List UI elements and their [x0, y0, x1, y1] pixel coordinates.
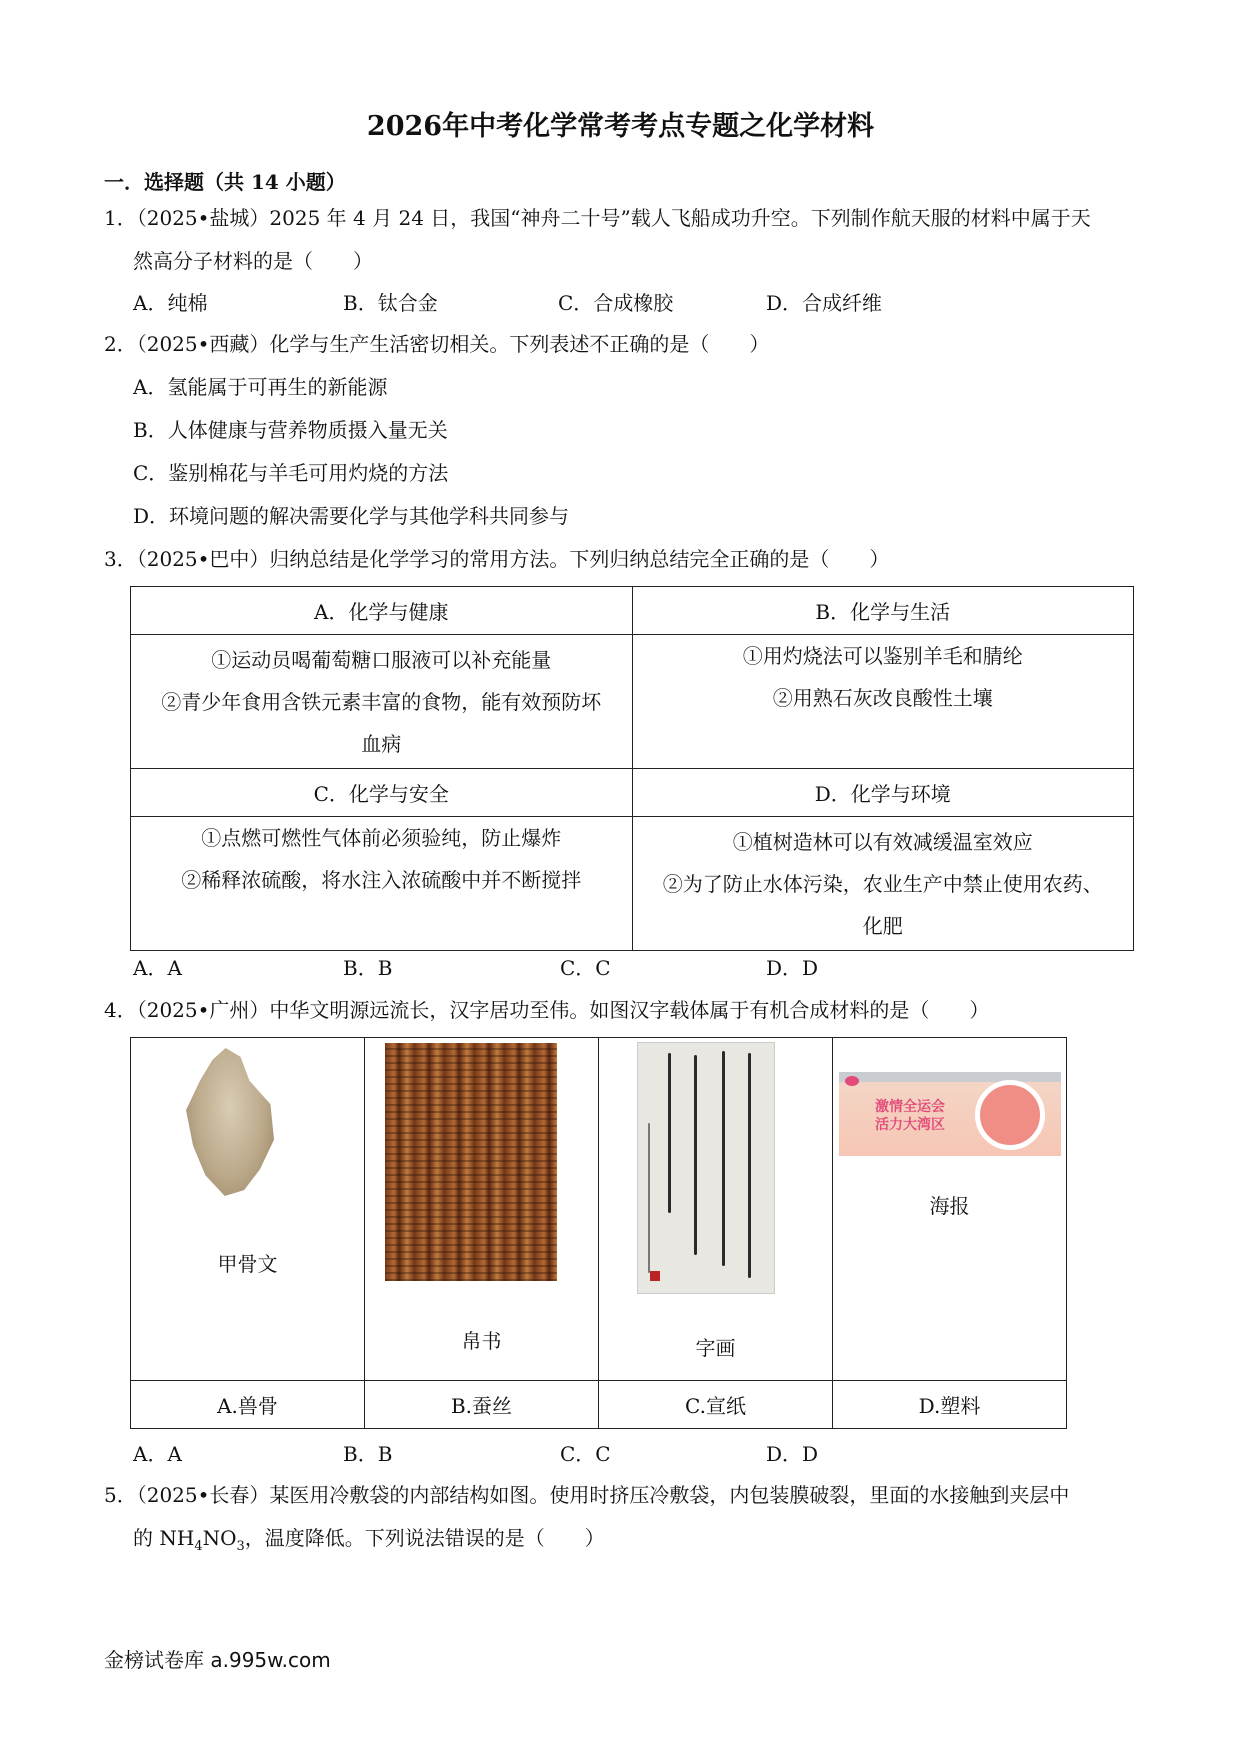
q3-table: [130, 586, 1134, 951]
q4-label-c: C.宣纸: [599, 1381, 833, 1429]
q3-option-d[interactable]: D．D: [766, 956, 819, 980]
footer-source: 金榜试卷库 a.995w.com: [104, 1648, 331, 1672]
poster-image: [839, 1072, 1061, 1156]
q4-option-b[interactable]: B．B: [343, 1442, 393, 1466]
q4-table: [130, 1037, 1067, 1429]
q3-cell-c-head: C．化学与安全: [131, 769, 633, 817]
caption-silk: 帛书: [461, 1329, 502, 1353]
q4-label-b: B.蚕丝: [365, 1381, 599, 1429]
q3-cell-b-body: ①用灼烧法可以鉴别羊毛和腈纶 ②用熟石灰改良酸性土壤: [632, 635, 1134, 769]
q4-options: [133, 1438, 1033, 1466]
q2-option-b[interactable]: B．人体健康与营养物质摄入量无关: [133, 418, 448, 442]
q3-cell-a-body: ①运动员喝葡萄糖口服液可以补充能量 ②青少年食用含铁元素丰富的食物，能有效预防坏 血病: [131, 635, 633, 769]
q1-options: [133, 287, 1033, 315]
poster-text-line2: 活力大湾区: [875, 1117, 945, 1133]
q4-cell-poster: [833, 1038, 1067, 1381]
q4-label-a: A.兽骨: [131, 1381, 365, 1429]
q4-option-a[interactable]: A．A: [133, 1442, 182, 1466]
q3-cell-b-head: B．化学与生活: [632, 587, 1134, 635]
q3-options: [133, 952, 1033, 980]
oracle-bone-image: [186, 1048, 274, 1196]
silk-manuscript-image: [385, 1043, 557, 1281]
caption-calligraphy: 字画: [695, 1336, 736, 1360]
page-title: 2026年中考化学常考考点专题之化学材料: [366, 111, 875, 142]
q4-option-d[interactable]: D．D: [766, 1442, 819, 1466]
section-heading: 一．选择题（共 14 小题）: [104, 170, 346, 194]
q4-stem: 4．（2025•广州）中华文明源远流长，汉字居功至伟。如图汉字载体属于有机合成材料的是（ ）: [104, 998, 990, 1022]
q1-stem-line2: 然高分子材料的是（ ）: [133, 249, 373, 273]
q5-stem-line2: 的 $NH_4NO_3$，温度降低。下列说法错误的是（ ）: [133, 1526, 605, 1554]
q5-stem-line1: 5．（2025•长春）某医用冷敷袋的内部结构如图。使用时挤压冷敷袋，内包装膜破裂，里面的水接触到夹层中: [104, 1483, 1070, 1507]
seal-icon: [650, 1271, 660, 1281]
q4-label-d: D.塑料: [833, 1381, 1067, 1429]
caption-poster: 海报: [929, 1194, 970, 1218]
logo-icon: [845, 1076, 859, 1086]
q3-cell-d-body: ①植树造林可以有效减缓温室效应 ②为了防止水体污染，农业生产中禁止使用农药、 化肥: [632, 817, 1134, 951]
q4-option-c[interactable]: C．C: [560, 1442, 611, 1466]
caption-oracle-bone: 甲骨文: [217, 1252, 278, 1276]
q3-cell-a-head: A．化学与健康: [131, 587, 633, 635]
calligraphy-image: [637, 1042, 775, 1294]
q3-cell-c-body: ①点燃可燃性气体前必须验纯，防止爆炸 ②稀释浓硫酸，将水注入浓硫酸中并不断搅拌: [131, 817, 633, 951]
q2-option-a[interactable]: A．氢能属于可再生的新能源: [133, 375, 388, 399]
q3-option-b[interactable]: B．B: [343, 956, 393, 980]
poster-emblem: [975, 1080, 1045, 1150]
q2-option-d[interactable]: D．环境问题的解决需要化学与其他学科共同参与: [133, 504, 570, 528]
poster-text-line1: 激情全运会: [875, 1099, 945, 1115]
q2-option-c[interactable]: C．鉴别棉花与羊毛可用灼烧的方法: [133, 461, 449, 485]
q4-cell-oracle-bone: [131, 1038, 365, 1381]
q3-option-a[interactable]: A．A: [133, 956, 182, 980]
q3-cell-d-head: D．化学与环境: [632, 769, 1134, 817]
q2-stem: 2．（2025•西藏）化学与生产生活密切相关。下列表述不正确的是（ ）: [104, 332, 770, 356]
q1-option-d[interactable]: D．合成纤维: [766, 291, 883, 315]
q3-stem: 3．（2025•巴中）归纳总结是化学学习的常用方法。下列归纳总结完全正确的是（ ）: [104, 547, 890, 571]
q1-option-b[interactable]: B．钛合金: [343, 291, 438, 315]
q1-option-a[interactable]: A．纯棉: [133, 291, 208, 315]
q4-cell-silk: [365, 1038, 599, 1381]
q4-cell-calligraphy: [599, 1038, 833, 1381]
q3-option-c[interactable]: C．C: [560, 956, 611, 980]
q1-option-c[interactable]: C．合成橡胶: [558, 291, 674, 315]
q1-stem-line1: 1．（2025•盐城）2025 年 4 月 24 日，我国“神舟二十号”载人飞船成功升空。下列制作航天服的材料中属于天: [104, 206, 1091, 230]
